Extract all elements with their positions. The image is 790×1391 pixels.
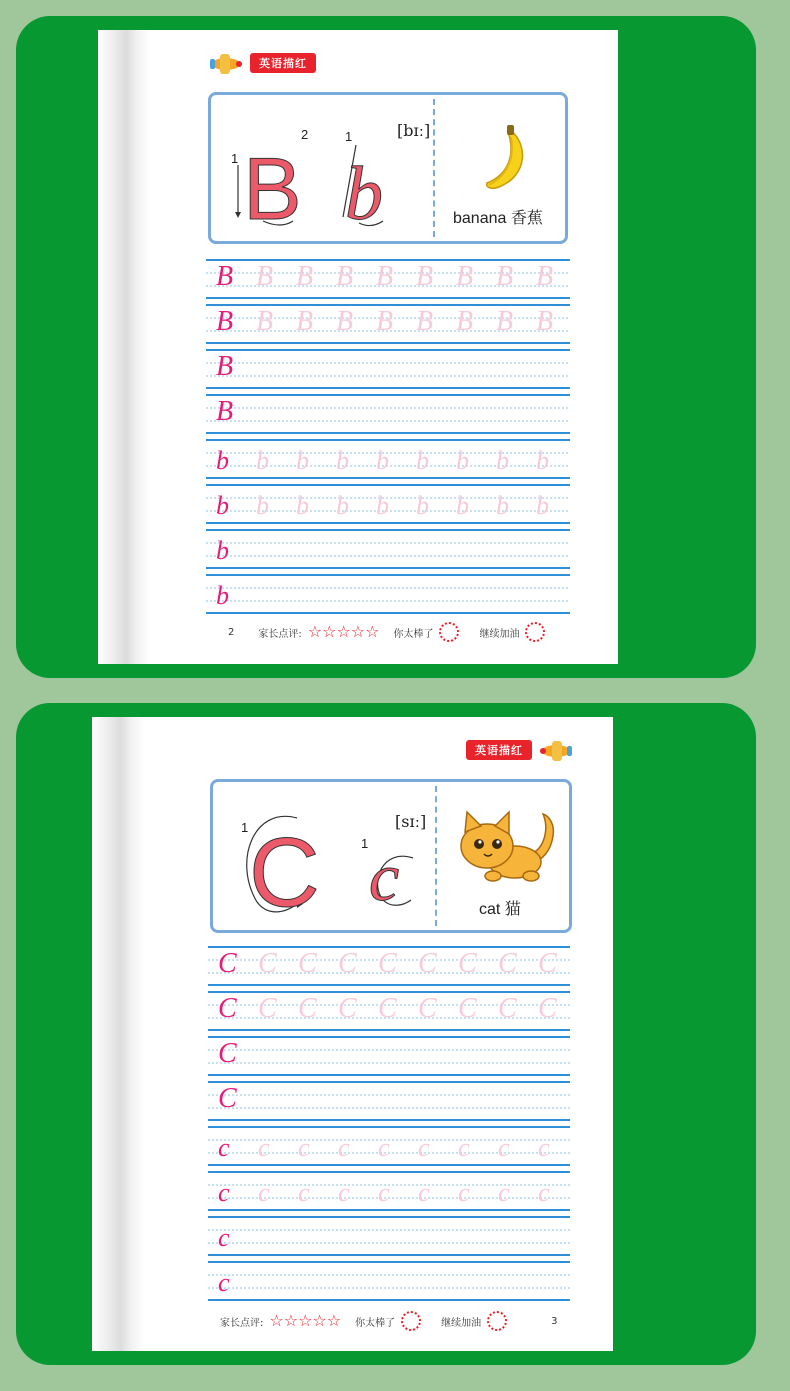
star-icon[interactable]: ☆ xyxy=(283,1311,299,1330)
example-word: banana 香蕉 xyxy=(453,210,543,227)
model-letter: c xyxy=(218,1178,230,1207)
practice-row[interactable] xyxy=(208,1125,570,1167)
page-footer xyxy=(228,622,545,642)
trace-letter[interactable]: b xyxy=(336,446,349,475)
cat-image xyxy=(453,804,561,888)
writing-guide-lines xyxy=(208,1215,570,1257)
practice-row[interactable] xyxy=(208,1080,570,1122)
trace-letter[interactable]: b xyxy=(376,491,389,520)
phonetic: [bɪː] xyxy=(397,121,431,140)
practice-row[interactable] xyxy=(206,438,570,480)
trace-letter[interactable]: C xyxy=(418,993,437,1024)
trace-letter[interactable]: C xyxy=(298,948,317,979)
star-icon[interactable]: ☆ xyxy=(365,622,380,641)
trace-letter[interactable]: b xyxy=(416,446,429,475)
keep-going-label: 继续加油 xyxy=(479,628,520,640)
model-letter: c xyxy=(218,1133,230,1162)
writing-guide-lines xyxy=(206,348,570,390)
model-letter: b xyxy=(216,581,229,610)
practice-row[interactable] xyxy=(208,1215,570,1257)
trace-letter[interactable]: b xyxy=(416,491,429,520)
keep-going-label: 继续加油 xyxy=(441,1317,482,1329)
trace-letter[interactable]: c xyxy=(338,1178,350,1207)
review-label: 家长点评: xyxy=(220,1317,264,1329)
practice-rows-lower xyxy=(206,438,570,618)
trace-letter[interactable]: C xyxy=(298,993,317,1024)
model-letter: B xyxy=(216,306,234,337)
trace-letter[interactable]: c xyxy=(298,1133,310,1162)
trace-letter[interactable]: B xyxy=(536,306,554,337)
model-letter: c xyxy=(218,1268,230,1297)
stroke-number: 1 xyxy=(361,836,369,851)
big-lowercase-letter: b xyxy=(345,152,383,236)
trace-letter[interactable]: c xyxy=(458,1133,470,1162)
worksheet-page xyxy=(92,717,613,1351)
stroke-number: 1 xyxy=(241,820,249,835)
practice-row[interactable] xyxy=(208,1260,570,1302)
trace-letter[interactable]: b xyxy=(536,446,549,475)
trace-letter[interactable]: b xyxy=(336,491,349,520)
practice-rows-lower xyxy=(208,1125,570,1305)
practice-row[interactable] xyxy=(206,348,570,390)
big-lowercase-letter: c xyxy=(369,839,400,915)
trace-letter[interactable]: c xyxy=(538,1133,550,1162)
trace-letter[interactable]: c xyxy=(418,1133,430,1162)
trace-letter[interactable]: C xyxy=(258,948,277,979)
phonetic: [sɪː] xyxy=(395,812,427,831)
worksheet-card-b xyxy=(16,16,756,678)
star-icon[interactable]: ☆ xyxy=(326,1311,342,1330)
keep-going-badge-icon[interactable] xyxy=(525,622,545,642)
trace-letter[interactable]: B xyxy=(456,306,474,337)
stroke-number: 1 xyxy=(345,129,353,144)
star-icon[interactable]: ☆ xyxy=(322,622,337,641)
trace-letter[interactable]: b xyxy=(536,491,549,520)
big-uppercase-letter: B xyxy=(243,139,302,238)
practice-rows-upper xyxy=(206,258,570,438)
letter-intro-box xyxy=(208,92,568,244)
star-icon[interactable]: ☆ xyxy=(350,622,366,641)
trace-letter[interactable]: b xyxy=(256,446,269,475)
practice-row[interactable] xyxy=(206,393,570,435)
practice-row[interactable] xyxy=(206,483,570,525)
trace-letter[interactable]: c xyxy=(418,1178,430,1207)
book-spine xyxy=(92,717,144,1351)
trace-letter[interactable]: b xyxy=(256,491,269,520)
trace-letter[interactable]: B xyxy=(376,261,394,292)
big-uppercase-letter: C xyxy=(249,817,320,927)
model-letter: b xyxy=(216,446,229,475)
practice-row[interactable] xyxy=(206,573,570,615)
star-icon[interactable]: ☆ xyxy=(298,1311,313,1330)
trace-letter[interactable]: b xyxy=(296,491,309,520)
trace-letter[interactable]: B xyxy=(336,261,354,292)
star-icon[interactable]: ☆ xyxy=(312,1311,327,1330)
model-letter: b xyxy=(216,491,229,520)
trace-letter[interactable]: C xyxy=(258,993,277,1024)
book-spine xyxy=(98,30,150,664)
model-letter: c xyxy=(218,1223,230,1252)
great-badge-icon[interactable] xyxy=(439,622,459,642)
letter-stroke-diagram xyxy=(213,782,433,930)
trace-letter[interactable]: C xyxy=(498,993,517,1024)
banana-image xyxy=(477,123,537,195)
practice-row[interactable] xyxy=(208,1170,570,1212)
star-icon[interactable]: ☆ xyxy=(307,622,323,641)
page-number: 2 xyxy=(228,626,235,638)
trace-letter[interactable]: B xyxy=(536,261,554,292)
trace-letter[interactable]: B xyxy=(296,261,314,292)
keep-going-badge-icon[interactable] xyxy=(487,1311,507,1331)
model-letter: b xyxy=(216,536,229,565)
practice-row[interactable] xyxy=(206,528,570,570)
practice-row[interactable] xyxy=(208,990,570,1032)
rating-stars[interactable] xyxy=(269,1313,341,1329)
dashed-divider xyxy=(435,786,437,926)
trace-letter[interactable]: c xyxy=(258,1133,270,1162)
section-header xyxy=(206,50,316,76)
model-letter: B xyxy=(216,261,234,292)
great-badge-icon[interactable] xyxy=(401,1311,421,1331)
practice-row[interactable] xyxy=(206,258,570,300)
trace-letter[interactable]: b xyxy=(496,446,509,475)
section-tag: 英语描红 xyxy=(466,740,532,760)
trace-letter[interactable]: B xyxy=(496,306,514,337)
model-letter: C xyxy=(218,1038,237,1069)
trace-letter[interactable]: c xyxy=(378,1133,390,1162)
model-letter: B xyxy=(216,351,234,382)
writing-guide-lines xyxy=(206,573,570,615)
star-icon[interactable]: ☆ xyxy=(269,1311,284,1330)
trace-letter[interactable]: b xyxy=(496,491,509,520)
worksheet-page xyxy=(98,30,618,664)
trace-letter[interactable]: C xyxy=(378,993,397,1024)
model-letter: C xyxy=(218,948,237,979)
practice-row[interactable] xyxy=(208,945,570,987)
model-letter: B xyxy=(216,396,234,427)
trace-letter[interactable]: C xyxy=(338,993,357,1024)
practice-row[interactable] xyxy=(206,303,570,345)
great-label: 你太棒了 xyxy=(355,1317,396,1329)
model-letter: C xyxy=(218,993,237,1024)
trace-letter[interactable]: c xyxy=(298,1178,310,1207)
trace-letter[interactable]: b xyxy=(456,491,469,520)
trace-letter[interactable]: c xyxy=(338,1133,350,1162)
trace-letter[interactable]: B xyxy=(456,261,474,292)
rating-stars[interactable] xyxy=(308,624,380,640)
airplane-icon xyxy=(206,50,246,76)
trace-letter[interactable]: c xyxy=(258,1178,270,1207)
section-tag: 英语描红 xyxy=(250,53,316,73)
trace-letter[interactable]: c xyxy=(538,1178,550,1207)
trace-letter[interactable]: c xyxy=(458,1178,470,1207)
trace-letter[interactable]: B xyxy=(416,306,434,337)
airplane-icon xyxy=(536,737,576,763)
trace-letter[interactable]: b xyxy=(456,446,469,475)
trace-letter[interactable]: C xyxy=(418,948,437,979)
writing-guide-lines xyxy=(206,393,570,435)
writing-guide-lines xyxy=(208,1260,570,1302)
trace-letter[interactable]: b xyxy=(296,446,309,475)
trace-letter[interactable]: B xyxy=(256,306,274,337)
practice-rows-upper xyxy=(208,945,570,1125)
trace-letter[interactable]: B xyxy=(296,306,314,337)
writing-guide-lines xyxy=(208,1035,570,1077)
star-icon[interactable]: ☆ xyxy=(336,622,351,641)
trace-letter[interactable]: c xyxy=(498,1133,510,1162)
letter-intro-box xyxy=(210,779,572,933)
trace-letter[interactable]: B xyxy=(336,306,354,337)
trace-letter[interactable]: C xyxy=(498,948,517,979)
great-label: 你太棒了 xyxy=(393,628,434,640)
trace-letter[interactable]: b xyxy=(376,446,389,475)
letter-stroke-diagram xyxy=(211,95,431,241)
page-footer xyxy=(220,1311,557,1331)
trace-letter[interactable]: C xyxy=(458,993,477,1024)
trace-letter[interactable]: C xyxy=(538,993,557,1024)
writing-guide-lines xyxy=(208,1080,570,1122)
trace-letter[interactable]: C xyxy=(458,948,477,979)
stroke-number: 1 xyxy=(231,151,239,166)
example-word: cat 猫 xyxy=(479,901,521,918)
trace-letter[interactable]: c xyxy=(378,1178,390,1207)
page-number: 3 xyxy=(551,1315,558,1327)
trace-letter[interactable]: B xyxy=(376,306,394,337)
trace-letter[interactable]: B xyxy=(416,261,434,292)
worksheet-card-c xyxy=(16,703,756,1365)
trace-letter[interactable]: C xyxy=(378,948,397,979)
review-label: 家长点评: xyxy=(258,628,302,640)
practice-row[interactable] xyxy=(208,1035,570,1077)
trace-letter[interactable]: B xyxy=(496,261,514,292)
section-header xyxy=(466,737,576,763)
trace-letter[interactable]: C xyxy=(338,948,357,979)
trace-letter[interactable]: C xyxy=(538,948,557,979)
writing-guide-lines xyxy=(206,528,570,570)
trace-letter[interactable]: B xyxy=(256,261,274,292)
trace-letter[interactable]: c xyxy=(498,1178,510,1207)
model-letter: C xyxy=(218,1083,237,1114)
dashed-divider xyxy=(433,99,435,237)
stroke-number: 2 xyxy=(301,127,309,142)
